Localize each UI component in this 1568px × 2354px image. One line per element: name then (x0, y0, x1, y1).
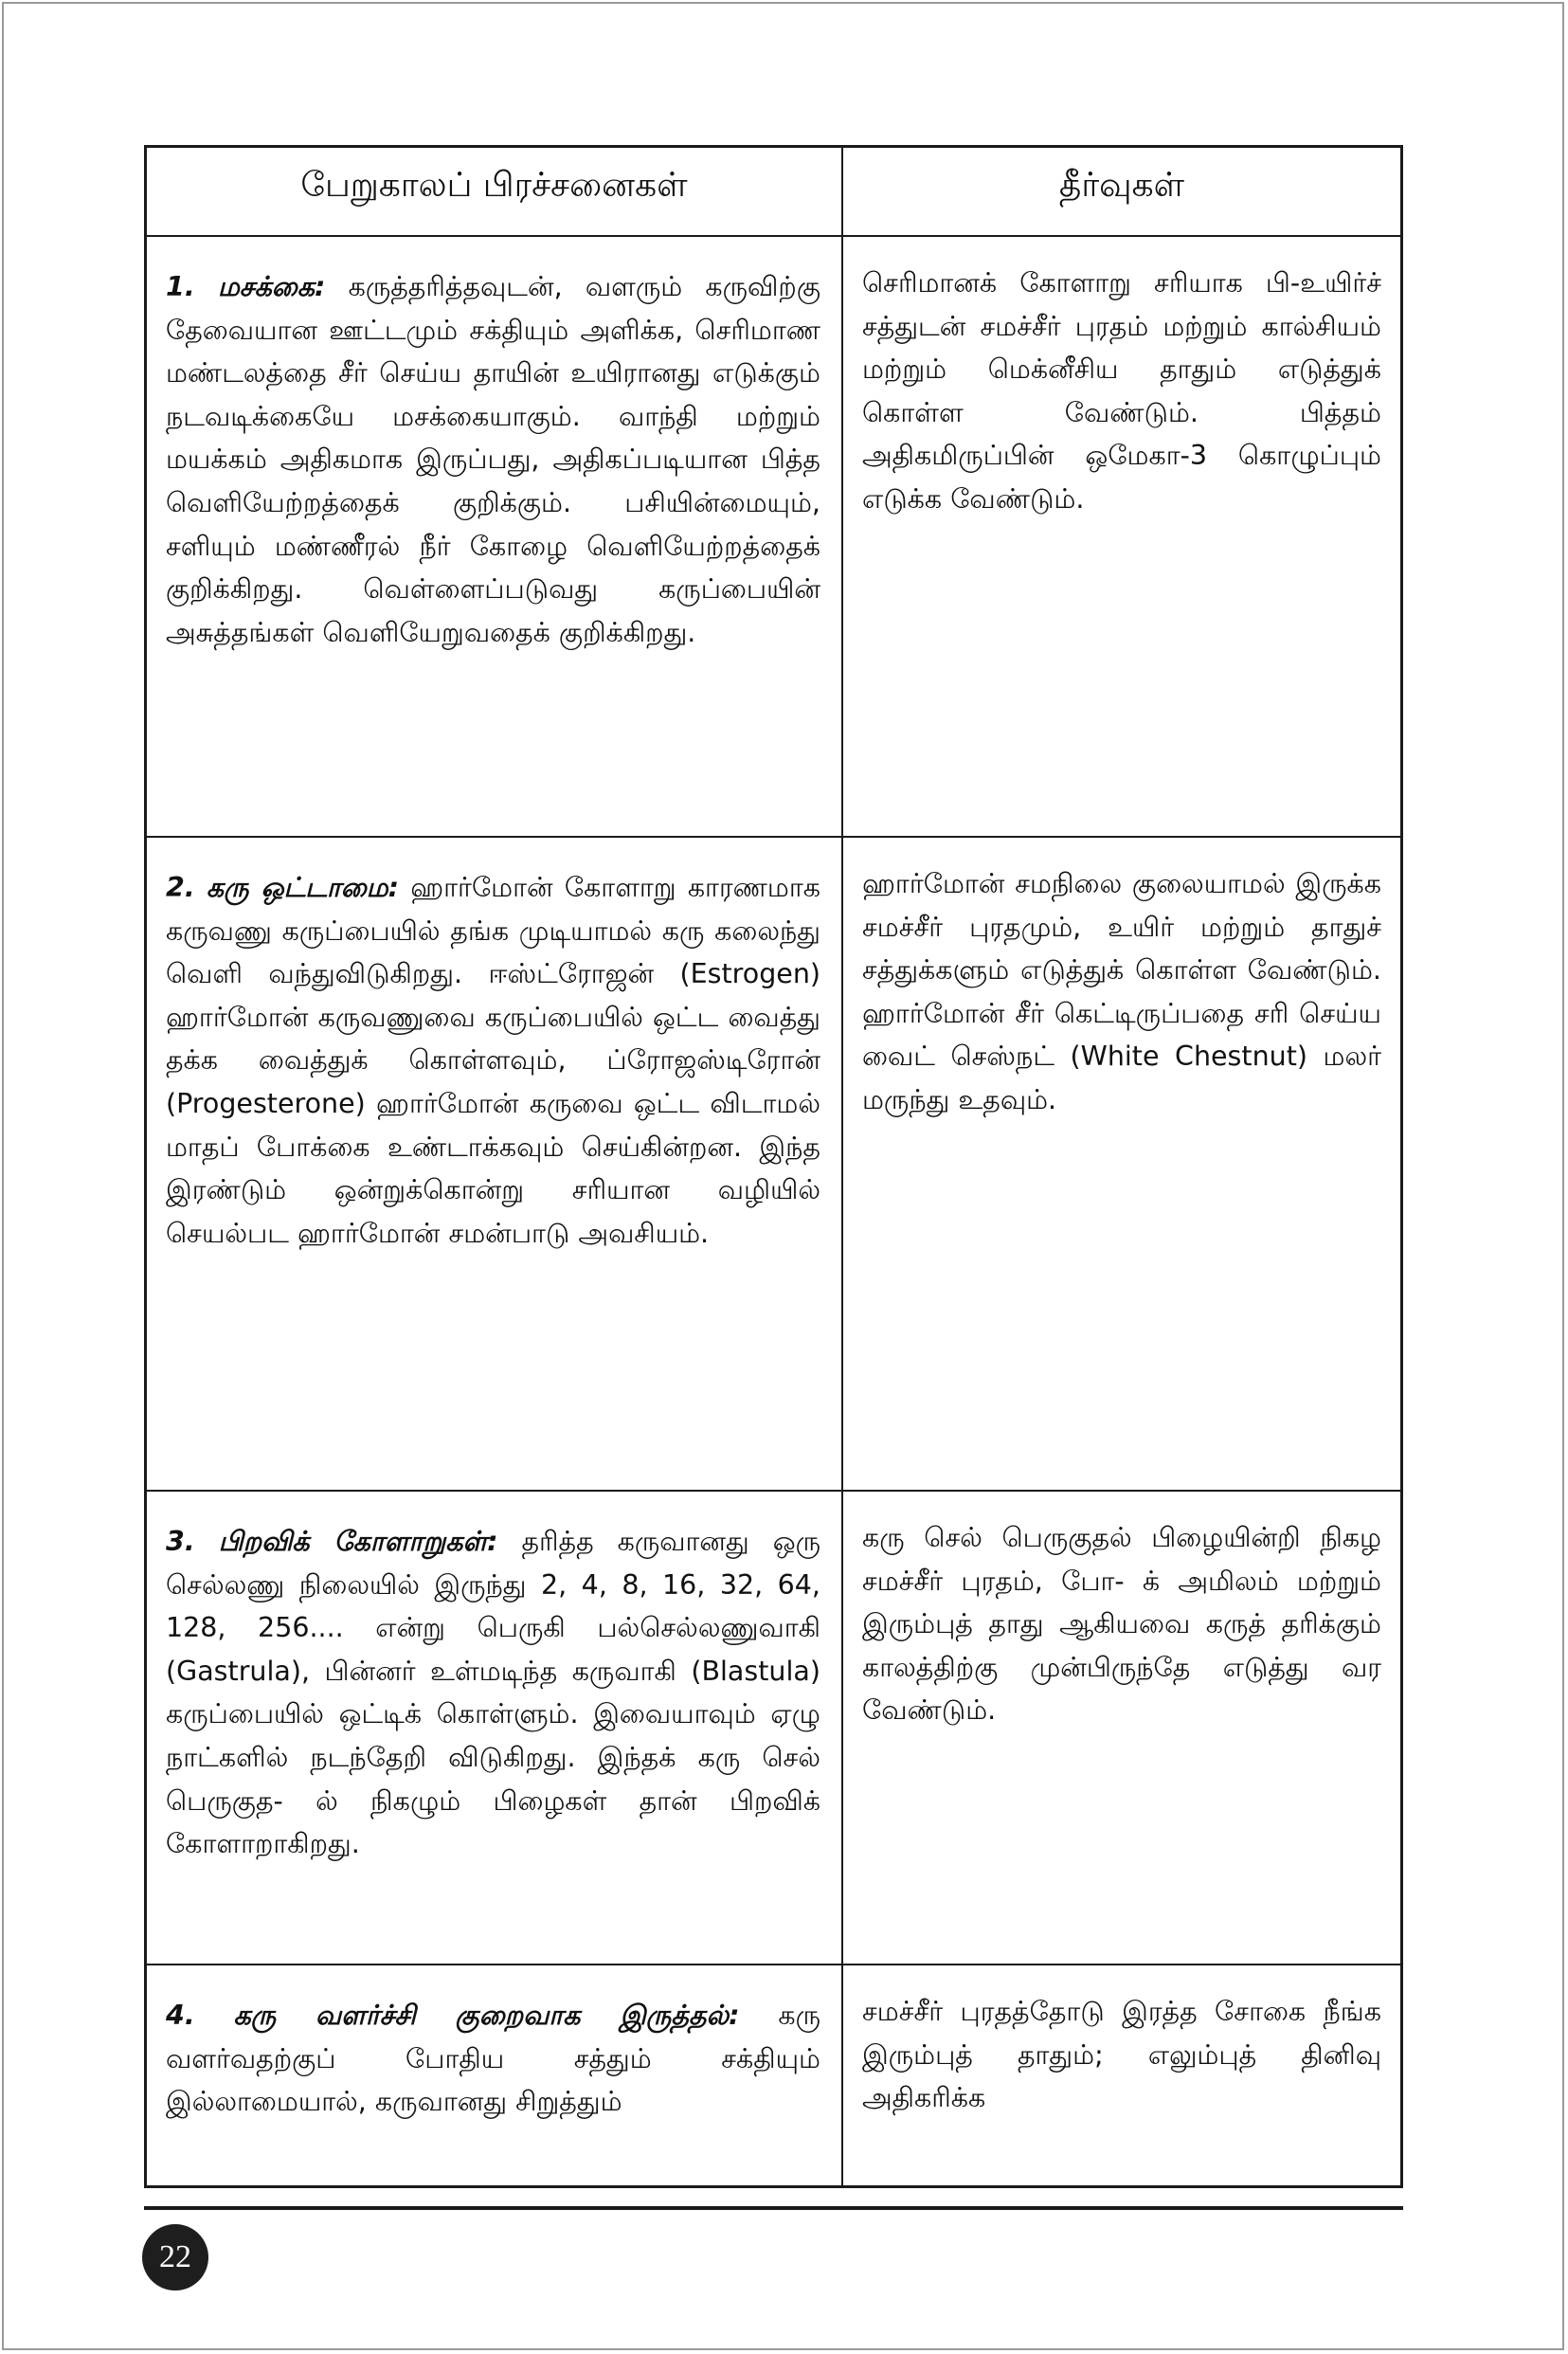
solution-cell-4: சமச்சீர் புரதத்தோடு இரத்த சோகை நீங்க இரும்புத் தாதும்; எலும்புத் தினிவு அதிகரிக்க (862, 1996, 1381, 2114)
problem-cell-1: 1. மசக்கை: கருத்தரித்தவுடன், வளரும் கருவிற்கு தேவையான ஊட்டமும் சக்தியும் அளிக்க, செரிமாண மண்டலத்தை சீர் செய்ய தாயின் உயிரானது எடுக்கும் நடவடிக்கையே மசக்கையாகும். வாந்தி மற்றும் மயக்கம் அதிகமாக இருப்பது, அதிகப்படியான பித்த வெளியேற்றத்தைக் குறிக்கும். பசியின்மையும், சளியும் மண்ணீரல் நீர் கோழை வெளியேற்றத்தைக் குறிக்கிறது. வெள்ளைப்படுவது கருப்பையின் அசுத்தங்கள் வெளியேறுவதைக் குறிக்கிறது. (147, 237, 843, 838)
problem-heading: பிறவிக் கோளாறுகள்: (218, 1526, 498, 1557)
solution-cell-2: ஹார்மோன் சமநிலை குலையாமல் இருக்க சமச்சீர் புரதமும், உயிர் மற்றும் தாதுச் சத்துக்களும் எடுத்துக் கொள்ள வேண்டும். ஹார்மோன் சீர் கெட்டிருப்பதை சரி செய்ய வைட் செஸ்நட் (White Chestnut) மலர் மருந்து உதவும். (843, 838, 1400, 1492)
problem-heading: கரு ஒட்டாமை: (206, 872, 400, 903)
problem-cell-4: 4. கரு வளர்ச்சி குறைவாக இருத்தல்: கரு வளர்வதற்குப் போதிய சத்தும் சக்தியும் இல்லாமையால், கருவானது சிறுத்தும் (147, 1965, 843, 2185)
problem-text: கரு வளர்வதற்குப் போதிய சத்தும் சக்தியும் இல்லாமையால், கருவானது சிறுத்தும் (166, 2000, 820, 2118)
remedy-table (144, 145, 1403, 2188)
problem-heading: மசக்கை: (217, 271, 326, 302)
problem-text: ஹார்மோன் கோளாறு காரணமாக கருவணு கருப்பையில் தங்க முடியாமல் கரு கலைந்து வெளி வந்துவிடுகிறது. ஈஸ்ட்ரோஜன் (Estrogen) ஹார்மோன் கருவணுவை கருப்பையில் ஒட்ட வைத்து தக்க வைத்துக் கொள்ளவும், ப்ரோஜஸ்டிரோன் (Progesterone) ஹார்மோன் கருவை ஒட்ட விடாமல் மாதப் போக்கை உண்டாக்கவும் செய்கின்றன. இந்த இரண்டும் ஒன்றுக்கொன்று சரியான வழியில் செயல்பட ஹார்மோன் சமன்பாடு அவசியம். (166, 872, 820, 1249)
solution-cell-3: கரு செல் பெருகுதல் பிழையின்றி நிகழ சமச்சீர் புரதம், போ- க் அமிலம் மற்றும் இரும்புத் தாது ஆகியவை கருத் தரிக்கும் காலத்திற்கு முன்பிருந்தே எடுத்து வர வேண்டும். (843, 1492, 1400, 1965)
problem-cell-2: 2. கரு ஒட்டாமை: ஹார்மோன் கோளாறு காரணமாக கருவணு கருப்பையில் தங்க முடியாமல் கரு கலைந்து வெளி வந்துவிடுகிறது. ஈஸ்ட்ரோஜன் (Estrogen) ஹார்மோன் கருவணுவை கருப்பையில் ஒட்ட வைத்து தக்க வைத்துக் கொள்ளவும், ப்ரோஜஸ்டிரோன் (Progesterone) ஹார்மோன் கருவை ஒட்ட விடாமல் மாதப் போக்கை உண்டாக்கவும் செய்கின்றன. இந்த இரண்டும் ஒன்றுக்கொன்று சரியான வழியில் செயல்பட ஹார்மோன் சமன்பாடு அவசியம். (147, 838, 843, 1492)
problem-text: கருத்தரித்தவுடன், வளரும் கருவிற்கு தேவையான ஊட்டமும் சக்தியும் அளிக்க, செரிமாண மண்டலத்தை சீர் செய்ய தாயின் உயிரானது எடுக்கும் நடவடிக்கையே மசக்கையாகும். வாந்தி மற்றும் மயக்கம் அதிகமாக இருப்பது, அதிகப்படியான பித்த வெளியேற்றத்தைக் குறிக்கும். பசியின்மையும், சளியும் மண்ணீரல் நீர் கோழை வெளியேற்றத்தைக் குறிக்கிறது. வெள்ளைப்படுவது கருப்பையின் அசுத்தங்கள் வெளியேறுவதைக் குறிக்கிறது. (166, 271, 820, 648)
header-problems: பேறுகாலப் பிரச்சனைகள் (147, 148, 843, 237)
problem-heading: கரு வளர்ச்சி குறைவாக இருத்தல்: (233, 2000, 740, 2031)
header-solutions: தீர்வுகள் (843, 148, 1400, 237)
problem-cell-3: 3. பிறவிக் கோளாறுகள்: தரித்த கருவானது ஒரு செல்லணு நிலையில் இருந்து 2, 4, 8, 16, 32, 64, 128, 256.... என்று பெருகி பல்செல்லணுவாகி (Gastrula), பின்னர் உள்மடிந்த கருவாகி (Blastula) கருப்பையில் ஒட்டிக் கொள்ளும். இவையாவும் ஏழு நாட்களில் நடந்தேறி விடுகிறது. இந்தக் கரு செல் பெருகுத- ல் நிகழும் பிழைகள் தான் பிறவிக் கோளாறாகிறது. (147, 1492, 843, 1965)
footer-rule (144, 2206, 1403, 2210)
page-number: 22 (159, 2239, 191, 2274)
page-number-badge (142, 2224, 208, 2291)
solution-cell-1: செரிமானக் கோளாறு சரியாக பி-உயிர்ச் சத்துடன் சமச்சீர் புரதம் மற்றும் கால்சியம் மற்றும் மெக்னீசிய தாதும் எடுத்துக் கொள்ள வேண்டும். பித்தம் அதிகமிருப்பின் ஒமேகா-3 கொழுப்பும் எடுக்க வேண்டும். (843, 237, 1400, 838)
problem-text: தரித்த கருவானது ஒரு செல்லணு நிலையில் இருந்து 2, 4, 8, 16, 32, 64, 128, 256.... என்று பெருகி பல்செல்லணுவாகி (Gastrula), பின்னர் உள்மடிந்த கருவாகி (Blastula) கருப்பையில் ஒட்டிக் கொள்ளும். இவையாவும் ஏழு நாட்களில் நடந்தேறி விடுகிறது. இந்தக் கரு செல் பெருகுத- ல் நிகழும் பிழைகள் தான் பிறவிக் கோளாறாகிறது. (166, 1526, 820, 1860)
